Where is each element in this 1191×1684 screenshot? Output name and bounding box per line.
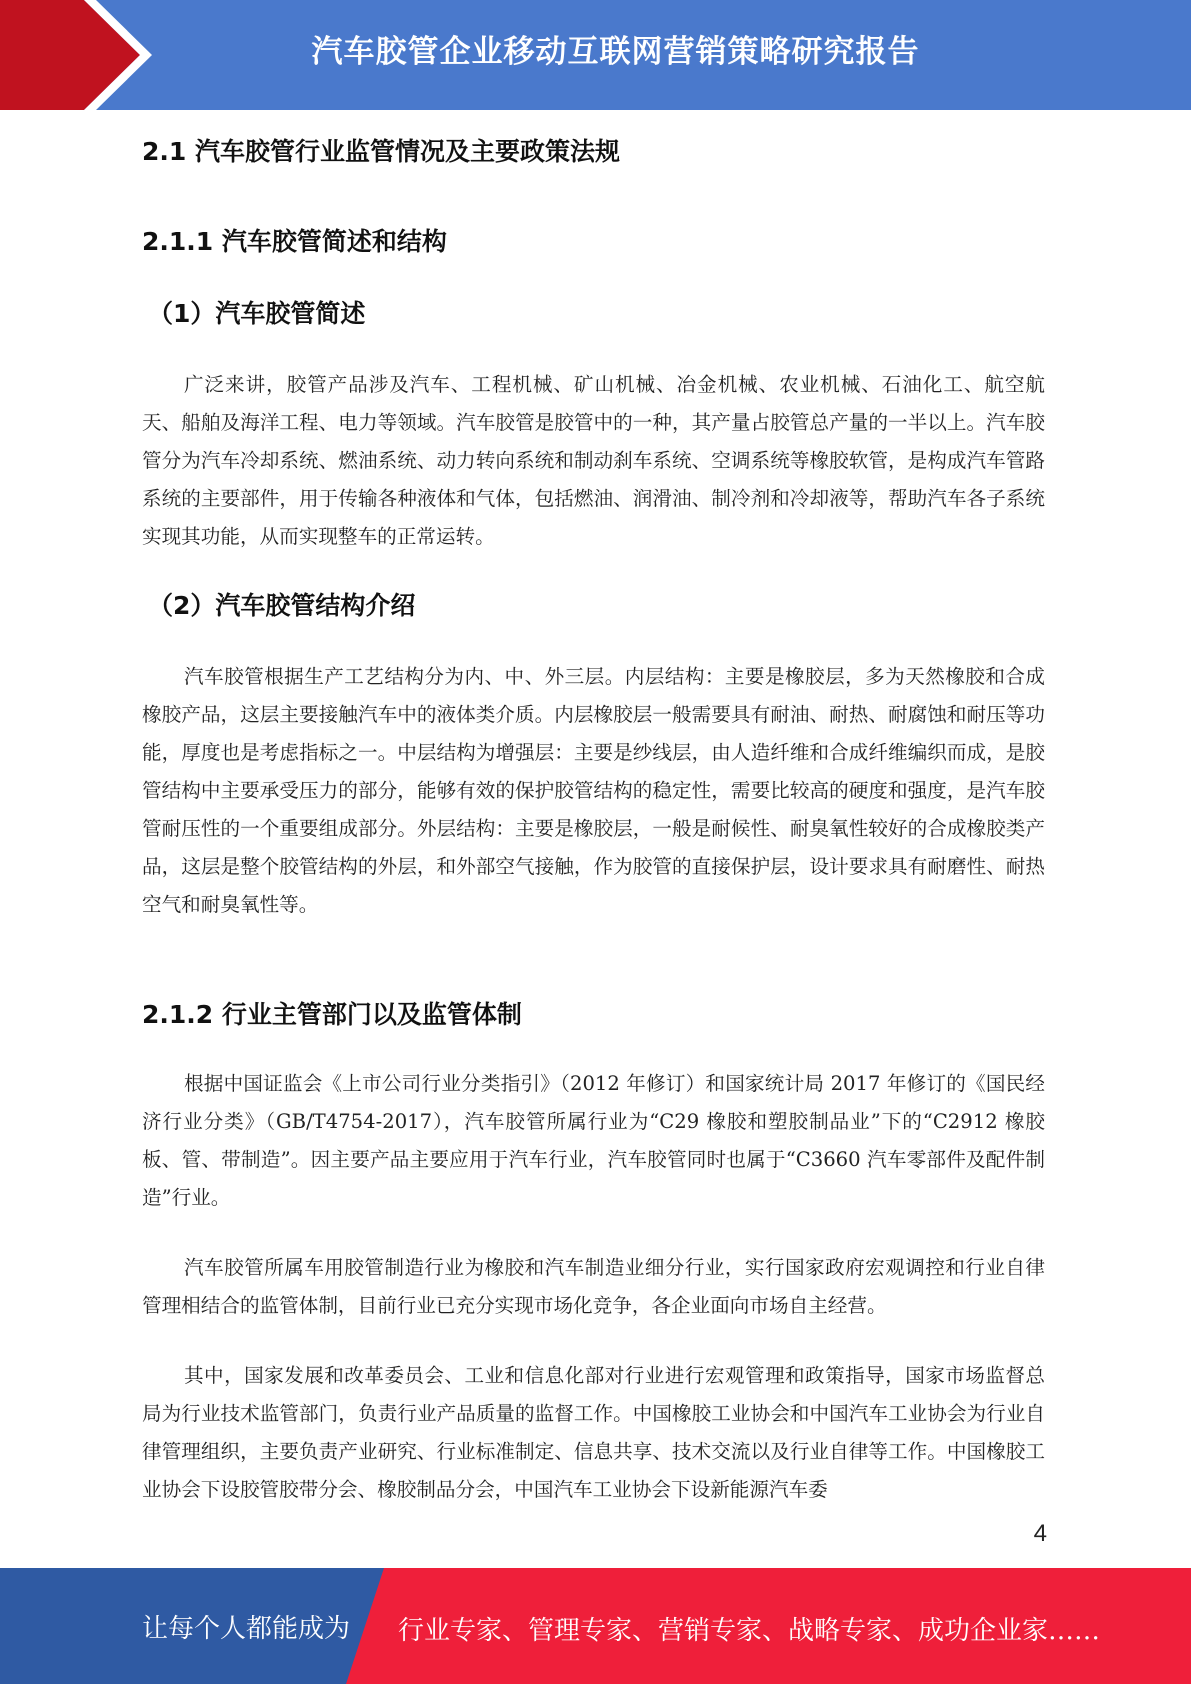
paragraph-classification: 根据中国证监会《上市公司行业分类指引》（2012 年修订）和国家统计局 2017 年修订的《国民经济行业分类》（GB/T4754-2017），汽车胶管所属行业为“C29 橡胶和塑胶制品业”下的“C2912 橡胶板、管、带制造”。因主要产品主要应用于汽车行业，汽车胶管同时也属于“C3660 汽车零部件及配件制造”行业。 bbox=[142, 1072, 1045, 1209]
subheading-structure: （2）汽车胶管结构介绍 bbox=[148, 591, 416, 620]
page-number: 4 bbox=[1033, 1520, 1047, 1547]
paragraph-overview: 广泛来讲，胶管产品涉及汽车、工程机械、矿山机械、冶金机械、农业机械、石油化工、航空航天、船舶及海洋工程、电力等领域。汽车胶管是胶管中的一种，其产量占胶管总产量的一半以上。汽车胶管分为汽车冷却系统、燃油系统、动力转向系统和制动刹车系统、空调系统等橡胶软管，是构成汽车管路系统的主要部件，用于传输各种液体和气体，包括燃油、润滑油、制冷剂和冷却液等，帮助汽车各子系统实现其功能，从而实现整车的正常运转。 bbox=[142, 373, 1045, 548]
footer-slogan-left: 让每个人都能成为 bbox=[142, 1614, 351, 1644]
paragraph-regulation: 汽车胶管所属车用胶管制造行业为橡胶和汽车制造业细分行业，实行国家政府宏观调控和行业自律管理相结合的监管体制，目前行业已充分实现市场化竞争，各企业面向市场自主经营。 bbox=[142, 1256, 1045, 1317]
paragraph-structure: 汽车胶管根据生产工艺结构分为内、中、外三层。内层结构：主要是橡胶层，多为天然橡胶和合成橡胶产品，这层主要接触汽车中的液体类介质。内层橡胶层一般需要具有耐油、耐热、耐腐蚀和耐压等功能，厚度也是考虑指标之一。中层结构为增强层：主要是纱线层，由人造纤维和合成纤维编织而成，是胶管结构中主要承受压力的部分，能够有效的保护胶管结构的稳定性，需要比较高的硬度和强度，是汽车胶管耐压性的一个重要组成部分。外层结构：主要是橡胶层，一般是耐候性、耐臭氧性较好的合成橡胶类产品，这层是整个胶管结构的外层，和外部空气接触，作为胶管的直接保护层，设计要求具有耐磨性、耐热空气和耐臭氧性等。 bbox=[142, 665, 1045, 916]
section-heading-2-1: 2.1 汽车胶管行业监管情况及主要政策法规 bbox=[142, 137, 620, 166]
subheading-overview: （1）汽车胶管简述 bbox=[148, 299, 366, 328]
report-title: 汽车胶管企业移动互联网营销策略研究报告 bbox=[311, 34, 920, 70]
section-heading-2-1-1: 2.1.1 汽车胶管简述和结构 bbox=[142, 227, 447, 256]
footer-slogan-right: 行业专家、管理专家、营销专家、战略专家、成功企业家…… bbox=[398, 1616, 1101, 1646]
section-heading-2-1-2: 2.1.2 行业主管部门以及监管体制 bbox=[142, 1000, 522, 1029]
page-footer bbox=[0, 1568, 1191, 1684]
page-header bbox=[0, 0, 1191, 110]
paragraph-authorities: 其中，国家发展和改革委员会、工业和信息化部对行业进行宏观管理和政策指导，国家市场监督总局为行业技术监管部门，负责行业产品质量的监督工作。中国橡胶工业协会和中国汽车工业协会为行业自律管理组织，主要负责产业研究、行业标准制定、信息共享、技术交流以及行业自律等工作。中国橡胶工业协会下设胶管胶带分会、橡胶制品分会，中国汽车工业协会下设新能源汽车委 bbox=[142, 1364, 1045, 1501]
